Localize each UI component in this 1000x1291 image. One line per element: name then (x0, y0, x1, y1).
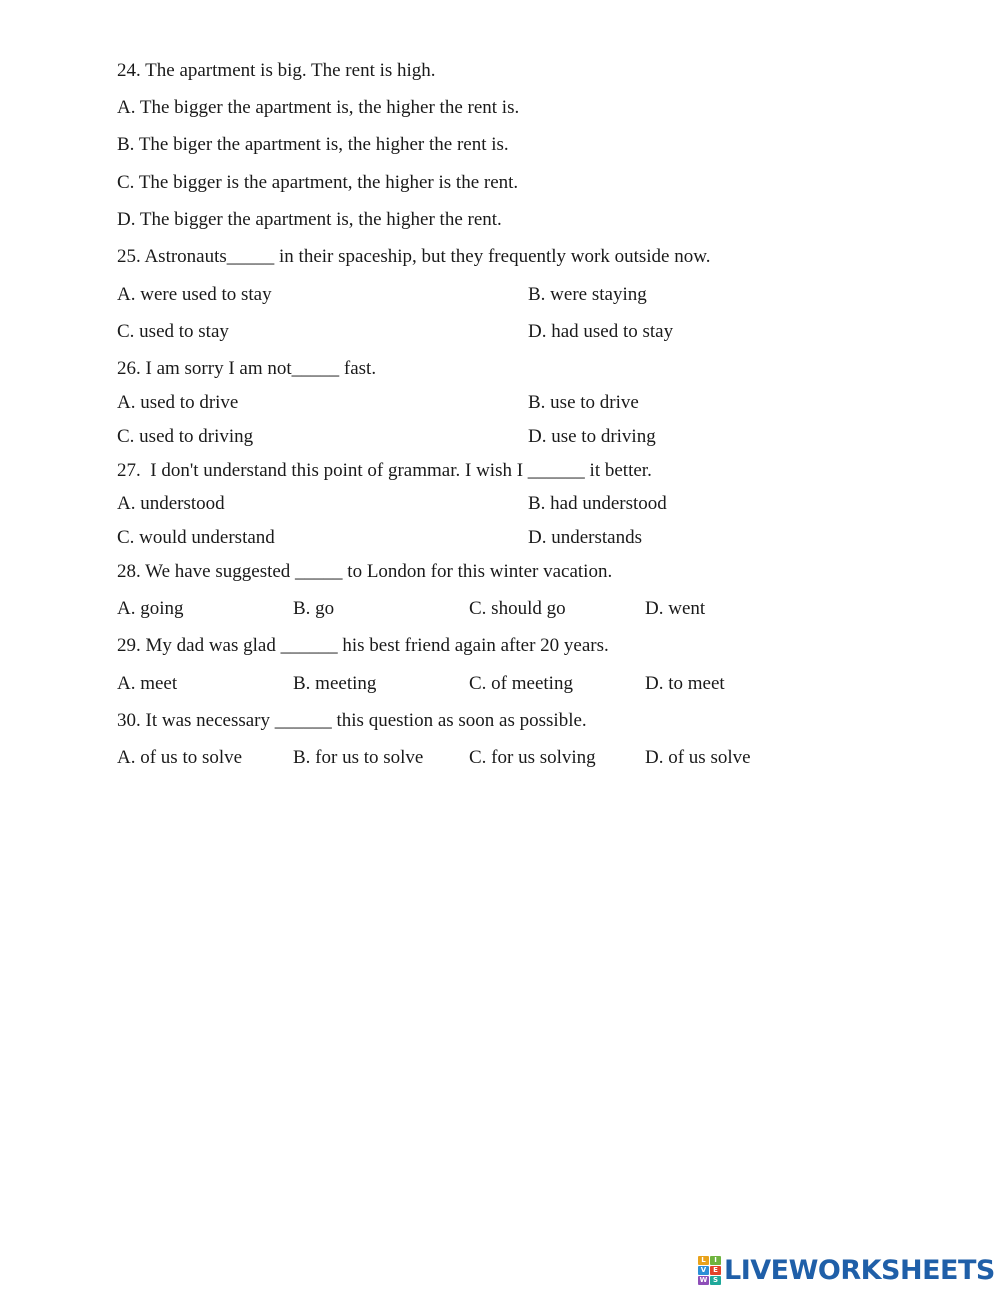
question-27-option-a[interactable]: A. understood (117, 493, 225, 514)
question-29-option-d[interactable]: D. to meet (645, 673, 725, 694)
liveworksheets-logo (698, 1256, 995, 1284)
question-24-option-c[interactable]: C. The bigger is the apartment, the higher is the rent. (117, 172, 519, 193)
question-26-option-c[interactable]: C. used to driving (117, 426, 254, 447)
question-28-stem: 28. We have suggested _____ to London for this winter vacation. (117, 561, 613, 582)
question-28-option-b[interactable]: B. go (293, 598, 335, 619)
question-25-option-b[interactable]: B. were staying (528, 284, 647, 305)
question-30-option-d[interactable]: D. of us solve (645, 747, 751, 768)
question-26-option-d[interactable]: D. use to driving (528, 426, 656, 447)
question-30-option-b[interactable]: B. for us to solve (293, 747, 424, 768)
liveworksheets-logo-icon: L I V E W S (698, 1256, 721, 1285)
question-24-option-b[interactable]: B. The biger the apartment is, the higher the rent is. (117, 134, 509, 155)
question-29-option-b[interactable]: B. meeting (293, 673, 377, 694)
question-24-stem: 24. The apartment is big. The rent is high. (117, 60, 436, 81)
question-27-option-b[interactable]: B. had understood (528, 493, 667, 514)
question-25-option-d[interactable]: D. had used to stay (528, 321, 674, 342)
question-27-option-c[interactable]: C. would understand (117, 527, 275, 548)
liveworksheets-logo-text: LIVEWORKSHEETS (724, 1254, 995, 1286)
question-29-option-a[interactable]: A. meet (117, 673, 178, 694)
question-29-stem: 29. My dad was glad ______ his best friend again after 20 years. (117, 635, 609, 656)
question-25-option-c[interactable]: C. used to stay (117, 321, 229, 342)
question-26-option-b[interactable]: B. use to drive (528, 392, 639, 413)
question-28-option-a[interactable]: A. going (117, 598, 184, 619)
question-30-option-c[interactable]: C. for us solving (469, 747, 596, 768)
question-26-option-a[interactable]: A. used to drive (117, 392, 239, 413)
question-25-stem: 25. Astronauts_____ in their spaceship, but they frequently work outside now. (117, 246, 711, 267)
question-28-option-d[interactable]: D. went (645, 598, 706, 619)
question-27-stem: 27. I don't understand this point of grammar. I wish I ______ it better. (117, 460, 652, 481)
question-28-option-c[interactable]: C. should go (469, 598, 566, 619)
question-25-option-a[interactable]: A. were used to stay (117, 284, 272, 305)
question-30-stem: 30. It was necessary ______ this question as soon as possible. (117, 710, 587, 731)
question-27-option-d[interactable]: D. understands (528, 527, 642, 548)
question-26-stem: 26. I am sorry I am not_____ fast. (117, 358, 377, 379)
question-29-option-c[interactable]: C. of meeting (469, 673, 573, 694)
question-24-option-a[interactable]: A. The bigger the apartment is, the higher the rent is. (117, 97, 520, 118)
question-24-option-d[interactable]: D. The bigger the apartment is, the higher the rent. (117, 209, 502, 230)
question-30-option-a[interactable]: A. of us to solve (117, 747, 243, 768)
